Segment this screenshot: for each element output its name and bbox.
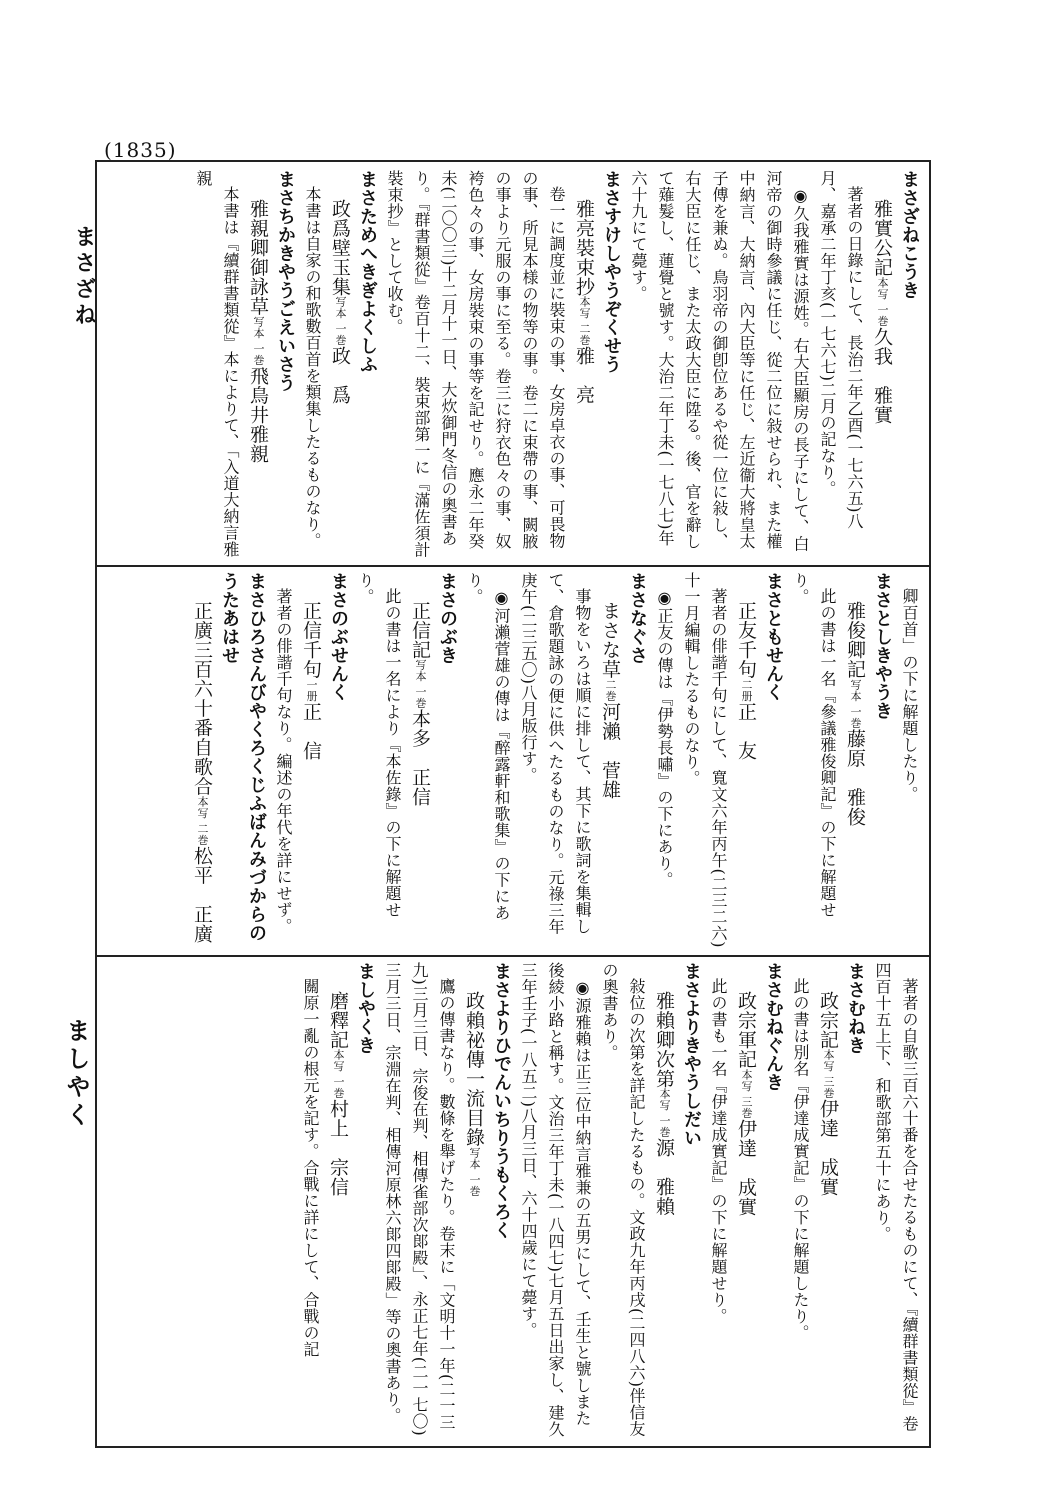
- entry-heading: まさためへきぎよくしふ: [357, 170, 378, 374]
- entry-text: 此の書は一名により『本佐錄』の下に解題せり。: [356, 572, 402, 918]
- entry-author: 松平 正廣: [191, 845, 213, 943]
- margin-heading-top: まさざね: [71, 225, 97, 329]
- entry-size: 本写 三巻: [740, 1068, 753, 1119]
- entry-text: ◉久我雅實は源姓。右大臣顯房の長子にして、白河帝の御時參議に任じ、從二位に敍せられ、また權中納言、大納言、內大臣等に任じ、左近衞大將皇太子傅を兼ぬ。鳥羽帝の御卽位あるや從一位に敍し、右大臣に任じ、また太政大臣に陞る。後、官を辭して薙髮し、蓮覺と號す。大治二年丁未(一七八七)年六十九にて薨す。: [629, 170, 810, 552]
- entry-text: 著者の日錄にして、長治二年乙酉(一七六五)八月、嘉承二年丁亥(一七六七)二月の記なり。: [818, 170, 864, 530]
- entry-heading: まさよりきやうしだい: [681, 962, 702, 1147]
- entry-title: 雅亮裝束抄: [573, 198, 595, 296]
- entry-title-line: [244, 170, 272, 560]
- entry-author: 藤原 雅俊: [844, 728, 866, 826]
- entry-heading: まさざねこうき: [899, 170, 920, 300]
- entry-text: 此の書は別名『伊達成實記』の下に解題したり。: [791, 978, 810, 1341]
- section-divider: [95, 955, 931, 957]
- entry-text: 此の書は一名『參議雅俊卿記』の下に解題せり。: [791, 572, 837, 918]
- entry-text: 關原一亂の根元を記す。合戰に詳にして、合戰の記: [301, 978, 320, 1358]
- entry-title: 雅俊卿記: [844, 600, 866, 679]
- entry-size: 本写 二巻: [196, 795, 209, 846]
- entry-title-line: [570, 170, 598, 560]
- entry-text: 著者の俳諧千句にして、寬文六年丙午(二三二六)十一月編輯したるものなり。: [682, 572, 728, 948]
- entry-text: 鷹の傳書なり。數條を舉げたり。卷末に「文明十一年(二一三九)三月三日、宗俊在判、相傳雀部次郞殿」、永正七年(二一七〇)三月三日、宗淵在判、相傳河原林六郞四郞殿」等の奧書あり。: [383, 962, 456, 1437]
- entry-title-line: [868, 170, 896, 560]
- entry-size: 一册: [305, 678, 318, 702]
- section-text: [190, 170, 923, 560]
- section-divider: [95, 565, 931, 567]
- entry-text: 事物をいろは順に排して、其下に歌詞を集輯して、倉歌題詠の便に供へたるものなり。元祿三年庚午(二三五〇)八月版行す。: [519, 572, 592, 935]
- entry-text: 本書は『續群書類從』本によりて、「入道大納言雅親: [194, 170, 240, 558]
- entry-heading: まさよりひでんいちりうもくろく: [491, 962, 512, 1240]
- section-2: [105, 572, 923, 950]
- entry-size: 本写 一巻: [658, 1088, 671, 1138]
- entry-title: 正友千句: [735, 600, 757, 679]
- entry-title-line: [188, 572, 216, 950]
- entry-size: 二册: [740, 678, 753, 702]
- section-1: [105, 170, 923, 560]
- section-text: [297, 962, 923, 1440]
- entry-text: 本書は自家の和歌數百首を類集したるものなり。: [303, 186, 322, 549]
- entry-size: 本写 三巻: [822, 1049, 835, 1099]
- entry-title: 政宗軍記: [735, 990, 757, 1069]
- entry-heading: まさともせんく: [763, 572, 784, 702]
- entry-text: 此の書も一名『伊達成實記』の下に解題せり。: [709, 978, 728, 1325]
- entry-title-line: [297, 572, 325, 950]
- entry-title-line: [814, 962, 842, 1440]
- entry-text: 著者の自歌三百六十番を合せたるものにて、『續群書類從』卷四百十五上下、和歌部第五十にあり。: [873, 962, 919, 1432]
- entry-size: 写本 一巻: [468, 1146, 481, 1197]
- entry-heading: まさひろさんびやくろくじふばんみづからのうたあはせ: [219, 572, 267, 942]
- entry-title-line: [324, 962, 352, 1440]
- entry-title-line: [732, 962, 760, 1440]
- entry-title: 雅賴卿次第: [653, 990, 675, 1088]
- entry-title: 雅實公記: [871, 198, 893, 277]
- entry-title: まさな草: [599, 600, 621, 679]
- entry-title-line: [460, 962, 488, 1440]
- entry-size: 写本 一巻: [849, 678, 862, 729]
- entry-title-line: [326, 170, 354, 560]
- entry-size: 写本 一巻: [414, 659, 427, 709]
- entry-heading: まさむねぐんき: [763, 962, 784, 1092]
- entry-author: 飛鳥井雅親: [247, 365, 269, 463]
- margin-heading-bottom: ましやく: [62, 1018, 91, 1130]
- entry-text: ◉源雅賴は正三位中納言雅兼の五男にして、壬生と號しまた後綾小路と稱す。文治三年丁未(一八四七)七月五日出家し、建久三年壬子(一八五二)八月三日、六十四歲にて薨す。: [519, 962, 592, 1438]
- entry-title-line: [841, 572, 869, 950]
- entry-author: 正 信: [300, 701, 322, 760]
- entry-heading: まさむねき: [845, 962, 866, 1055]
- entry-title-line: [596, 572, 624, 950]
- entry-author: 雅 亮: [573, 346, 595, 405]
- entry-author: 河瀨 菅雄: [599, 701, 621, 799]
- entry-heading: まさとしきやうき: [872, 572, 893, 720]
- entry-heading: まさすけしやうぞくせう: [601, 170, 622, 374]
- entry-text: ◉正友の傳は『伊勢長嘯』の下にあり。: [655, 588, 674, 888]
- entry-text: ◉河瀨菅雄の傳は『醉露軒和歌集』の下にあり。: [465, 572, 511, 921]
- entry-title-line: [650, 962, 678, 1440]
- entry-title: 政賴祕傳一流目錄: [463, 990, 485, 1147]
- entry-text: 卷一に調度並に裝束の事、女房卓衣の事、可畏物の事、所見本様の物等の事。卷二に束帶の事、闕腋の事より元服の事に至る。卷三に狩衣色々の事、奴袴色々の事、女房裝束の事等を記せり。應永二年癸未(二〇〇三)十二月十一日、大炊御門冬信の奧書あり。『群書類從』卷百十二、裝束部第一に『滿佐須計裝束抄』として收む。: [385, 170, 566, 558]
- entry-author: 源 雅賴: [653, 1138, 675, 1216]
- entry-author: 伊達 成實: [735, 1118, 757, 1216]
- entry-size: 写本 一巻: [334, 296, 347, 346]
- entry-size: 写本 一巻: [252, 315, 265, 366]
- entry-title: 政爲壁玉集: [329, 198, 351, 296]
- entry-title-line: [732, 572, 760, 950]
- entry-title-line: [406, 572, 434, 950]
- entry-heading: まさちかきやうごえいさう: [275, 170, 296, 392]
- entry-heading: まさなぐさ: [627, 572, 648, 665]
- entry-title: 正信千句: [300, 600, 322, 679]
- entry-text: 著者の俳諧千句なり。編述の年代を詳にせず。: [274, 588, 293, 935]
- entry-size: 本写 一巻: [332, 1049, 345, 1099]
- entry-heading: ましやくき: [355, 962, 376, 1055]
- entry-title: 雅親卿御詠草: [247, 198, 269, 316]
- entry-text: 敍位の次第を詳記したるもの。文政九年丙戌(二四八六)伴信友の奧書あり。: [600, 962, 646, 1437]
- section-3: [105, 962, 923, 1440]
- entry-text: 卿百首」の下に解題したり。: [900, 588, 919, 803]
- entry-title: 正信記: [409, 600, 431, 659]
- entry-author: 伊達 成實: [817, 1099, 839, 1197]
- entry-heading: まさのぶせんく: [328, 572, 349, 702]
- entry-author: 正 友: [735, 701, 757, 760]
- entry-heading: まさのぶき: [437, 572, 458, 665]
- entry-author: 村上 宗信: [327, 1099, 349, 1197]
- entry-author: 久我 雅實: [871, 326, 893, 424]
- entry-size: 二巻: [604, 678, 617, 702]
- entry-author: 政 爲: [329, 346, 351, 405]
- entry-size: 本写 一巻: [876, 276, 889, 327]
- entry-title: 磨釋記: [327, 990, 349, 1049]
- section-text: [188, 572, 923, 950]
- entry-title: 正廣三百六十番自歌合: [191, 600, 213, 796]
- entry-author: 本多 正信: [409, 709, 431, 807]
- entry-size: 本写 二巻: [578, 296, 591, 346]
- page-number: (1835): [104, 138, 177, 162]
- entry-title: 政宗記: [817, 990, 839, 1049]
